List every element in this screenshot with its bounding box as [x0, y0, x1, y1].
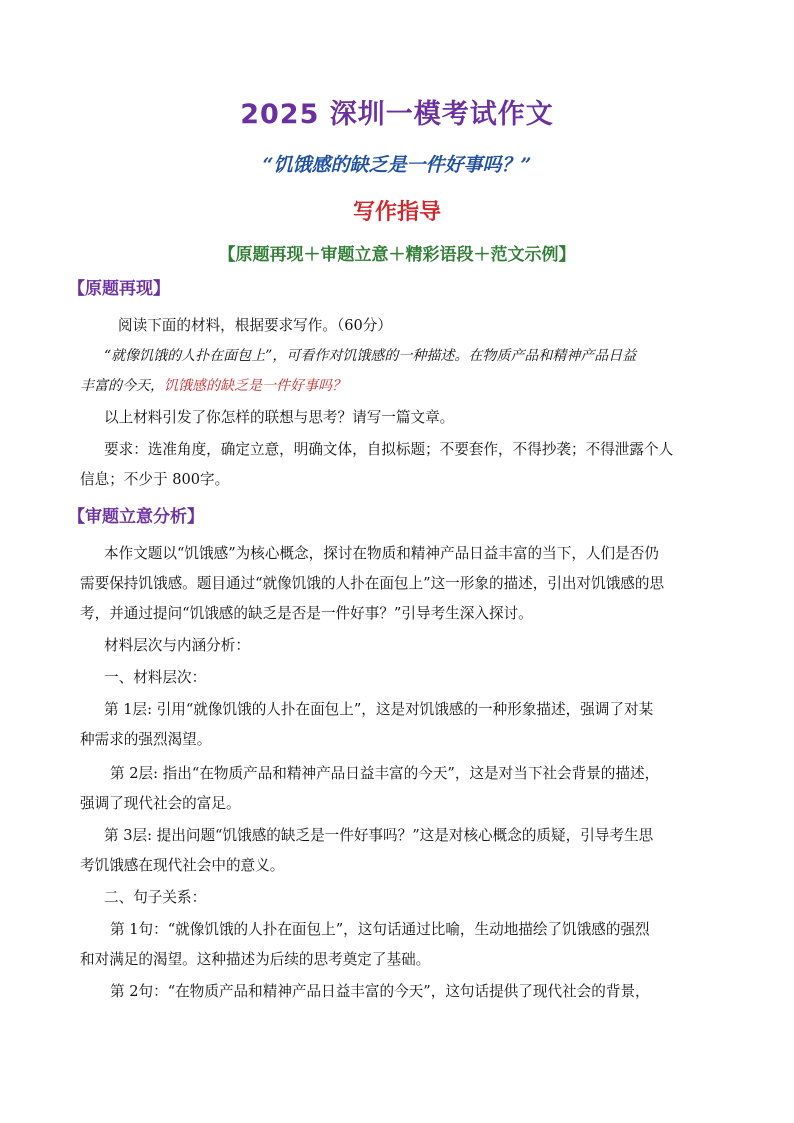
essay-topic-subtitle: “饥饿感的缺乏是一件好事吗？” [262, 154, 532, 176]
layers-intro: 材料层次与内涵分析： [104, 637, 250, 654]
sentence-1-line-1: 第 1句：“就像饥饿的人扑在面包上”，这句话通过比喻，生动地描绘了饥饿感的强烈 [110, 921, 650, 938]
section-analysis-heading: 【审题立意分析】 [68, 507, 204, 527]
material-prefix: 丰富的今天， [80, 378, 164, 394]
analysis-paragraph-line-1: 本作文题以“饥饿感”为核心概念，探讨在物质和精神产品日益丰富的当下，人们是否仍 [104, 545, 659, 562]
layer-1-line-1: 第 1层: 引用“就像饥饿的人扑在面包上”，这是对饥饿感的一种形象描述，强调了对某 [104, 701, 654, 718]
analysis-paragraph-line-3: 考，并通过提问“饥饿感的缺乏是否是一件好事？”引导考生深入探讨。 [80, 605, 533, 622]
analysis-paragraph-line-2: 需要保持饥饿感。题目通过“就像饥饿的人扑在面包上”这一形象的描述，引出对饥饿感的思 [80, 575, 665, 592]
material-text-line-2 [80, 376, 720, 396]
document-title: 2025 深圳一模考试作文 [240, 99, 554, 130]
instruction-text: 阅读下面的材料，根据要求写作。（60分） [118, 317, 392, 334]
writing-guide-heading: 写作指导 [352, 200, 441, 225]
section-original-heading: 【原题再现】 [68, 279, 170, 299]
layer-1-line-2: 种需求的强烈渴望。 [80, 731, 212, 748]
layer-2-line-2: 强调了现代社会的富足。 [80, 795, 241, 812]
contents-scope-heading: 【原题再现＋审题立意＋精彩语段＋范文示例】 [218, 245, 576, 265]
sentences-heading: 二、句子关系： [104, 889, 207, 906]
requirements-line-2: 信息；不少于 800字。 [80, 471, 230, 488]
sentence-1-line-2: 和对满足的渴望。这种描述为后续的思考奠定了基础。 [80, 951, 431, 968]
layer-3-line-1: 第 3层: 提出问题“饥饿感的缺乏是一件好事吗？”这是对核心概念的质疑，引导考生思 [104, 827, 654, 844]
layer-2-line-1: 第 2层: 指出“在物质产品和精神产品日益丰富的今天”，这是对当下社会背景的描述， [110, 765, 660, 782]
requirements-line-1: 要求：选准角度，确定立意，明确文体，自拟标题；不要套作，不得抄袭；不得泄露个人 [104, 441, 674, 458]
layers-heading: 一、材料层次： [104, 669, 207, 686]
sentence-2-line-1: 第 2句：“在物质产品和精神产品日益丰富的今天”，这句话提供了现代社会的背景， [110, 983, 650, 1000]
material-question: 饥饿感的缺乏是一件好事吗？ [164, 378, 346, 394]
material-text-line-1: “就像饥饿的人扑在面包上”，可看作对饥饿感的一种描述。在物质产品和精神产品日益 [104, 348, 637, 364]
layer-3-line-2: 考饥饿感在现代社会中的意义。 [80, 857, 285, 874]
prompt-text: 以上材料引发了你怎样的联想与思考？请写一篇文章。 [104, 409, 455, 426]
